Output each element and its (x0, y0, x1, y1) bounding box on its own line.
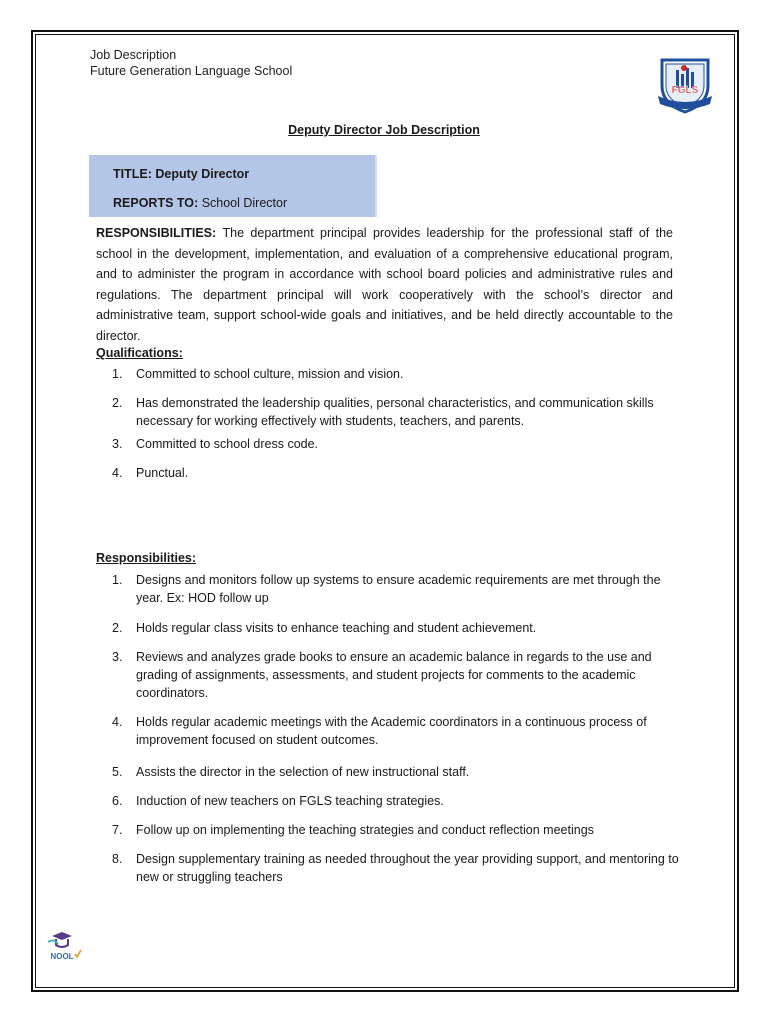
responsibility-item (112, 850, 682, 886)
item-text: Punctual. (136, 466, 189, 480)
responsibility-item (112, 571, 682, 607)
reports-to-row (113, 196, 287, 210)
nool-logo (42, 932, 82, 962)
document-header (90, 47, 292, 79)
job-title-box (89, 155, 377, 217)
qualification-item (112, 365, 682, 383)
item-text: Follow up on implementing the teaching strategies and conduct reflection meetings (136, 823, 594, 837)
item-text: Committed to school culture, mission and vision. (136, 367, 404, 381)
item-text: Assists the director in the selection of new instructional staff. (136, 765, 470, 779)
responsibilities-heading: Responsibilities: (96, 551, 197, 565)
item-number: 8. (112, 852, 123, 866)
item-text: Designs and monitors follow up systems to ensure academic requirements are met through the year. Ex: HOD follow up (136, 573, 661, 605)
item-number: 6. (112, 794, 123, 808)
responsibilities-summary-label: RESPONSIBILITIES: (96, 226, 217, 240)
job-title-row (113, 167, 249, 181)
item-text: Holds regular class visits to enhance teaching and student achievement. (136, 621, 537, 635)
item-number: 5. (112, 765, 123, 779)
item-number: 1. (112, 367, 123, 381)
item-text: Holds regular academic meetings with the Academic coordinators in a continuous process of improvement focused on student outcomes. (136, 715, 647, 747)
header-school-name: Future Generation Language School (90, 64, 293, 78)
item-text: Committed to school dress code. (136, 437, 319, 451)
item-text: Design supplementary training as needed throughout the year providing support, and mentoring to new or struggling teachers (136, 852, 679, 884)
qualifications-heading: Qualifications: (96, 346, 183, 360)
job-title-label: TITLE: (113, 167, 152, 181)
footer-logo-text: NOOL (50, 952, 74, 961)
responsibility-item (112, 821, 682, 839)
item-number: 7. (112, 823, 123, 837)
header-doc-type: Job Description (90, 48, 177, 62)
item-number: 2. (112, 621, 123, 635)
item-number: 2. (112, 396, 123, 410)
responsibilities-summary-text: The department principal provides leadership for the professional staff of the school in the development, implementation, and evaluation of a comprehensive educational program, and to administer the program in accordance with school board policies and administrative rules and regulations. The department principal will work cooperatively with the school’s director and administrative team, support school-wide goals and initiatives, and be held directly accountable to the director. (96, 226, 673, 343)
responsibility-item (112, 792, 682, 810)
job-title-value: Deputy Director (155, 167, 250, 181)
item-number: 3. (112, 437, 123, 451)
reports-to-value: School Director (201, 196, 288, 210)
crest-text: FGLS (671, 85, 699, 96)
item-text: Induction of new teachers on FGLS teaching strategies. (136, 794, 444, 808)
document-title: Deputy Director Job Description (288, 123, 480, 137)
qualification-item (112, 464, 682, 482)
item-number: 4. (112, 466, 123, 480)
qualification-item (112, 394, 682, 430)
reports-to-label: REPORTS TO: (113, 196, 199, 210)
item-text: Has demonstrated the leadership qualities, personal characteristics, and communication skills necessary for working effectively with students, teachers, and parents. (136, 396, 654, 428)
responsibilities-summary (96, 223, 673, 347)
responsibility-item (112, 619, 682, 637)
responsibility-item (112, 713, 682, 749)
school-crest-logo (654, 54, 716, 116)
item-number: 4. (112, 715, 123, 729)
responsibility-item (112, 763, 682, 781)
item-text: Reviews and analyzes grade books to ensure an academic balance in regards to the use and grading of assignments, assessments, and student projects for comments to the academic coordinators. (136, 650, 652, 700)
item-number: 3. (112, 650, 123, 664)
qualification-item (112, 435, 682, 453)
responsibility-item (112, 648, 682, 702)
item-number: 1. (112, 573, 123, 587)
